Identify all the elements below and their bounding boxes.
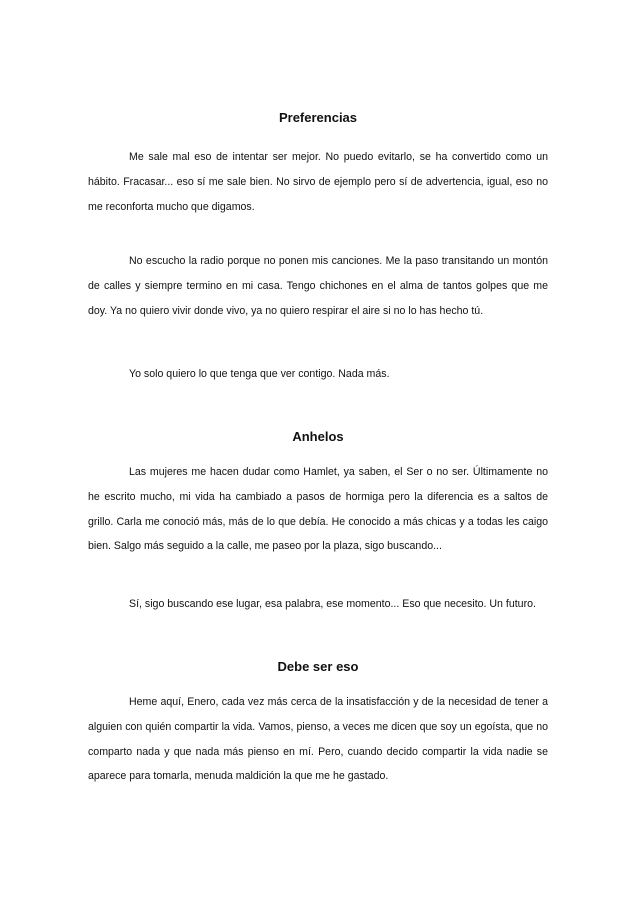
paragraph: No escucho la radio porque no ponen mis canciones. Me la paso transitando un montón de calles y siempre termino en mi casa. Tengo chichones en el alma de tantos golpes que me doy. Ya no quiero vivir donde vivo, ya no quiero respirar el aire si no lo has hecho tú. (88, 255, 548, 317)
paragraph: Heme aquí, Enero, cada vez más cerca de la insatisfacción y de la necesidad de tener a alguien con quién compartir la vida. Vamos, pienso, a veces me dicen que soy un egoísta, que no comparto nada y que nada más pienso en mí. Pero, cuando decido compartir la vida nadie se aparece para tomarla, menuda maldición la que me he gastado. (88, 696, 548, 783)
paragraph: Sí, sigo buscando ese lugar, esa palabra, ese momento... Eso que necesito. Un futuro. (129, 598, 536, 610)
section-title-anhelos: Anhelos (292, 429, 344, 444)
paragraph: Me sale mal eso de intentar ser mejor. No puedo evitarlo, se ha convertido como un hábito. Fracasar... eso sí me sale bien. No sirvo de ejemplo pero sí de advertencia, igual, eso no me reconforta mucho que digamos. (88, 151, 548, 213)
paragraph: Las mujeres me hacen dudar como Hamlet, ya saben, el Ser o no ser. Últimamente no he escrito mucho, mi vida ha cambiado a pasos de hormiga pero la diferencia es a saltos de grillo. Carla me conoció más, más de lo que debía. He conocido a más chicas y a todas les caigo bien. Salgo más seguido a la calle, me paseo por la plaza, sigo buscando... (88, 466, 548, 553)
section-title-preferencias: Preferencias (278, 110, 358, 125)
section-title-debe-ser-eso: Debe ser eso (277, 659, 359, 674)
paragraph: Yo solo quiero lo que tenga que ver contigo. Nada más. (129, 368, 390, 380)
